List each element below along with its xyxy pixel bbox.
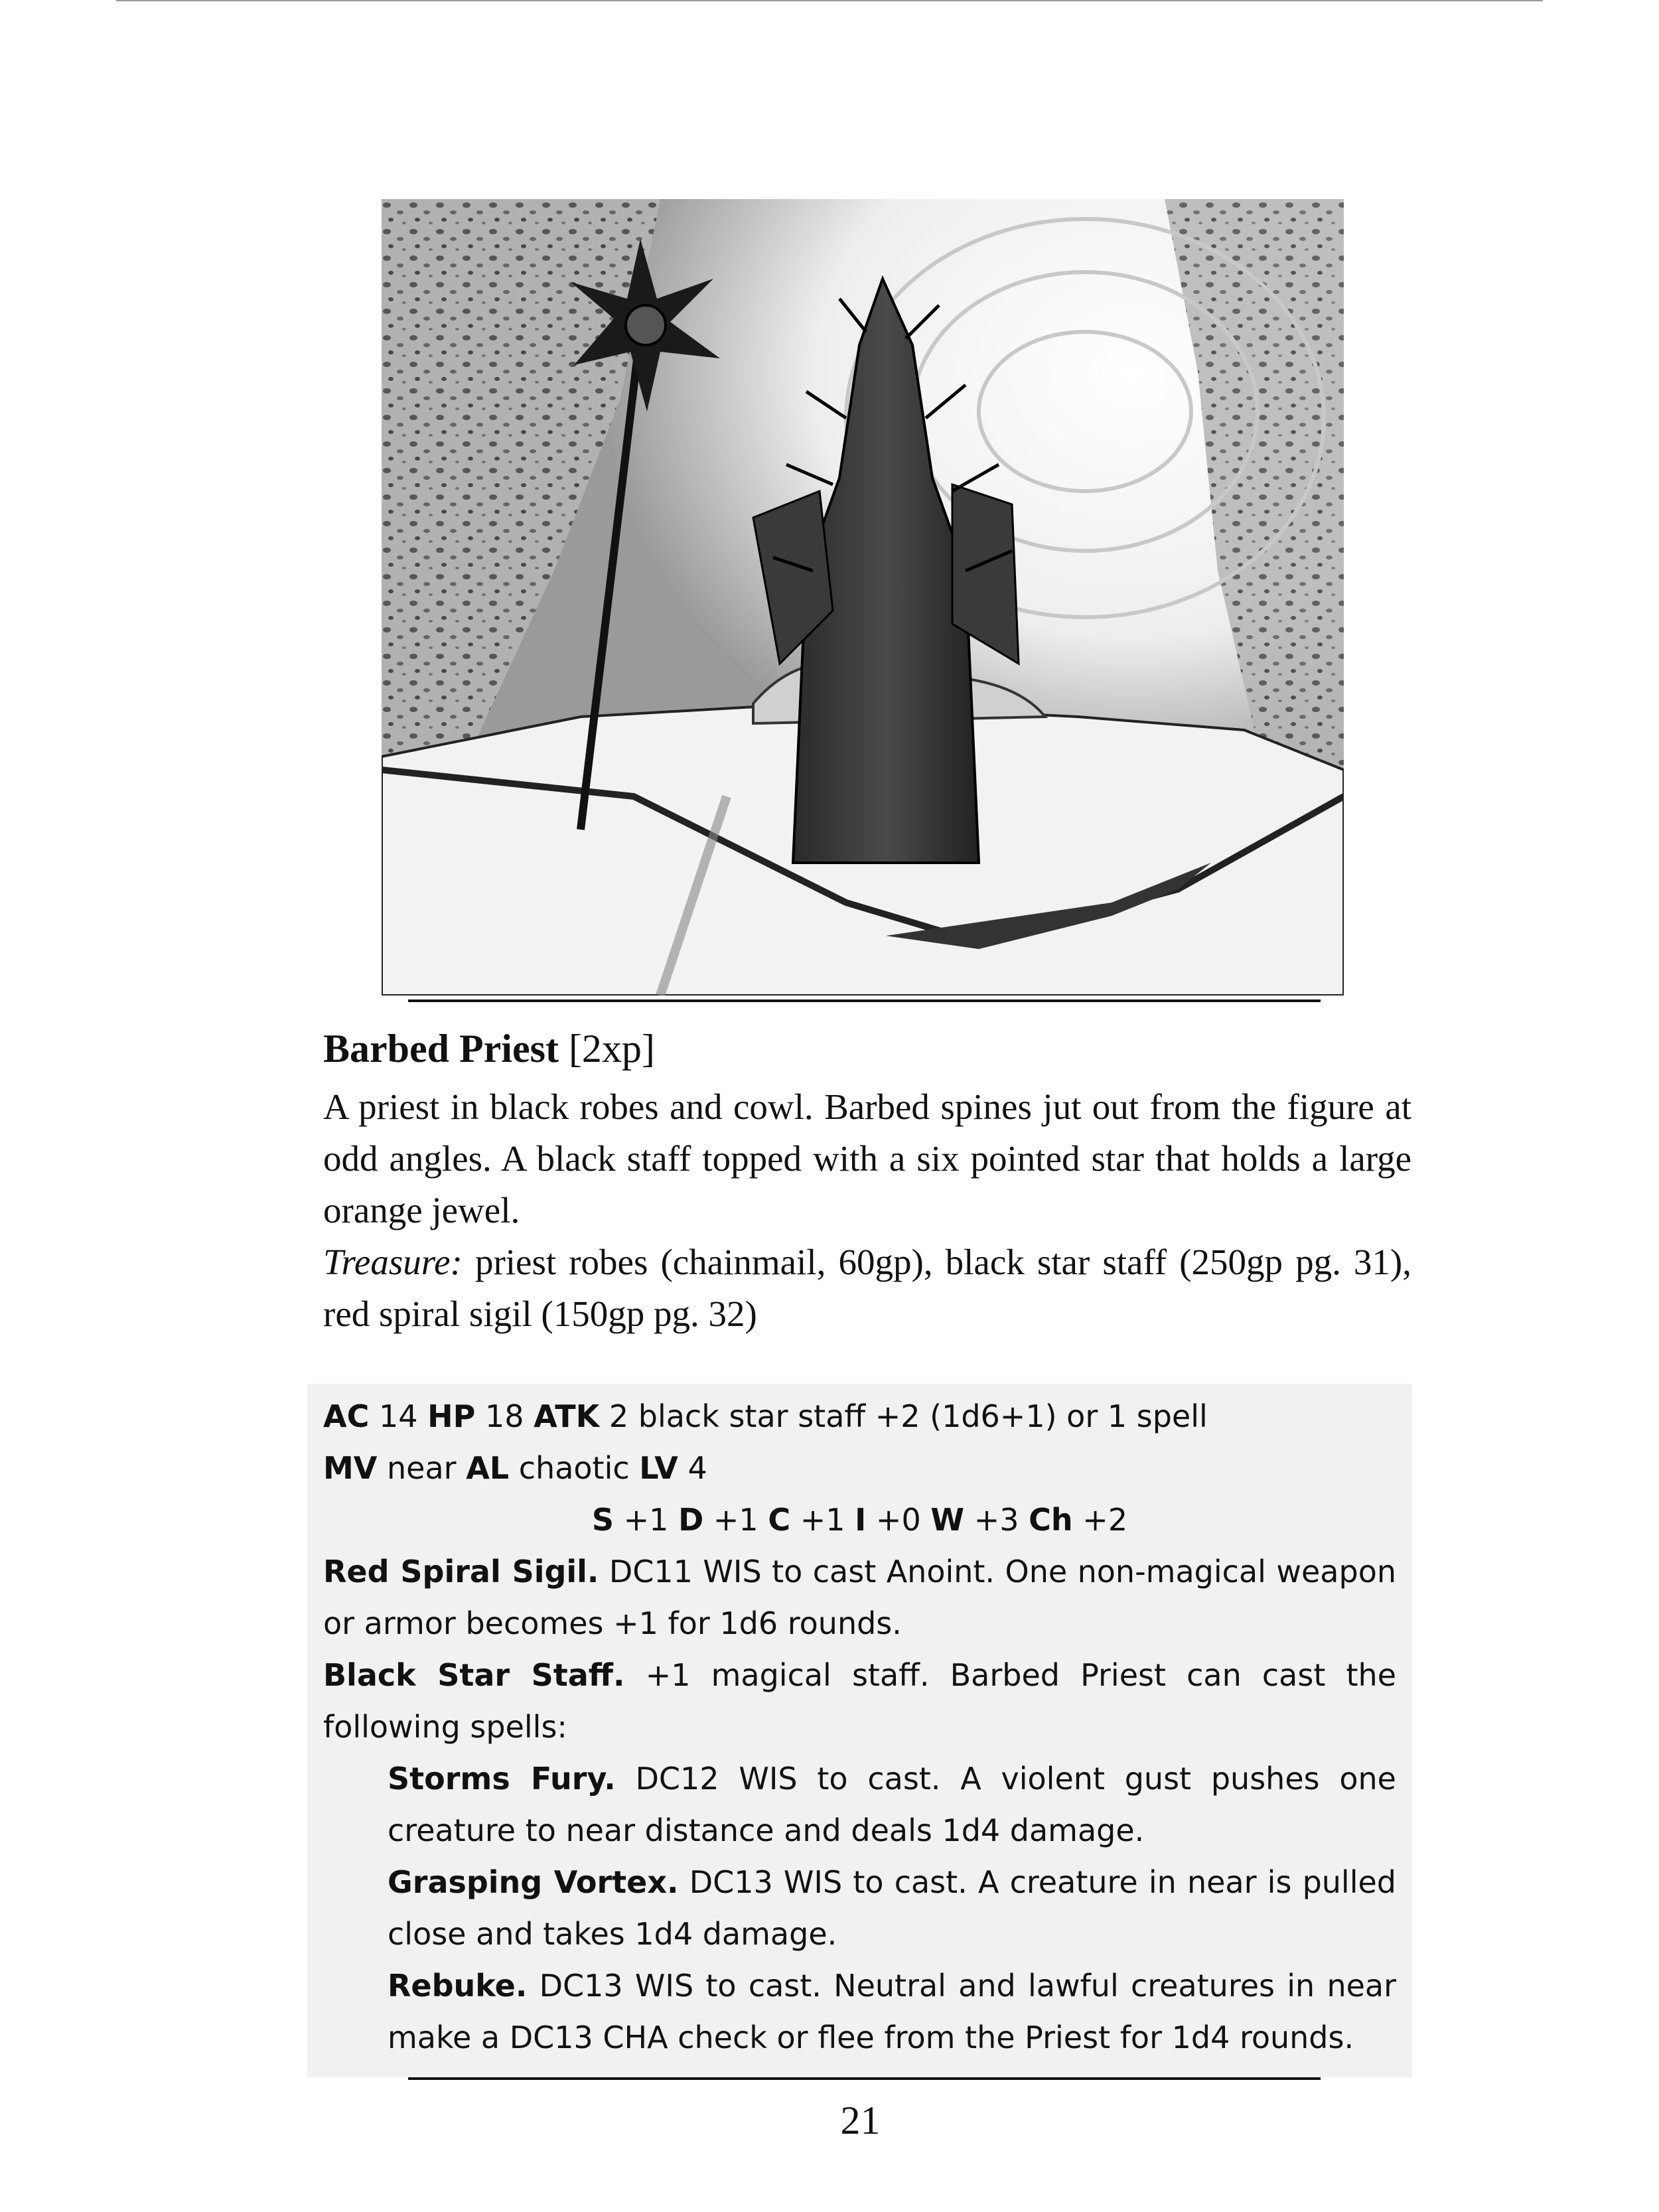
stat-line-combat (323, 1390, 1396, 1442)
feature-red-spiral-sigil (323, 1546, 1396, 1649)
ability-label: D (678, 1502, 704, 1538)
stat-block (307, 1384, 1412, 2077)
atk-value: 2 black star staff +2 (1d6+1) or 1 spell (609, 1398, 1208, 1434)
spell-grasping-vortex (323, 1856, 1396, 1960)
ability-scores (323, 1494, 1396, 1546)
hp-label: HP (427, 1398, 476, 1434)
monster-treasure (323, 1236, 1411, 1340)
lv-value: 4 (687, 1450, 707, 1486)
lv-label: LV (639, 1450, 678, 1486)
monster-description: A priest in black robes and cowl. Barbed spines jut out from the figure at odd angles. A black staff topped with a six pointed star that holds a large orange jewel. (323, 1086, 1411, 1230)
mv-label: MV (323, 1450, 378, 1486)
ability-label: C (768, 1502, 791, 1538)
barbed-priest-illustration (382, 199, 1344, 995)
stat-line-movement (323, 1442, 1396, 1494)
ability-label: Ch (1029, 1502, 1073, 1538)
ability-value: +1 (800, 1502, 845, 1538)
feature-name: Red Spiral Sigil. (323, 1554, 599, 1589)
treasure-text: priest robes (chainmail, 60gp), black star staff (250gp pg. 31), red spiral sigil (150gp pg. 32) (323, 1242, 1412, 1334)
ability-value: +0 (875, 1502, 921, 1538)
spell-text: DC13 WIS to cast. Neutral and lawful creatures in near make a DC13 CHA check or flee from the Priest for 1d4 rounds. (388, 1968, 1396, 2055)
ability-value: +3 (974, 1502, 1019, 1538)
spell-storms-fury (323, 1753, 1396, 1856)
al-value: chaotic (518, 1450, 630, 1486)
monster-title (323, 1019, 1411, 1078)
feature-text: +1 magical staff. Barbed Priest can cast the following spells: (323, 1657, 1396, 1745)
atk-label: ATK (534, 1398, 600, 1434)
section-divider-bottom (408, 2077, 1321, 2080)
ability-value: +2 (1082, 1502, 1128, 1538)
spell-name: Grasping Vortex. (388, 1864, 679, 1900)
page-number: 21 (840, 2099, 881, 2142)
ac-value: 14 (378, 1398, 418, 1434)
feature-black-star-staff (323, 1649, 1396, 1753)
monster-xp: [2xp] (568, 1027, 655, 1070)
top-rule (116, 0, 1543, 1)
spell-text: DC12 WIS to cast. A violent gust pushes one creature to near distance and deals 1d4 damage. (388, 1761, 1396, 1848)
ability-value: +1 (713, 1502, 758, 1538)
feature-name: Black Star Staff. (323, 1657, 625, 1693)
ac-label: AC (323, 1398, 370, 1434)
ability-value: +1 (623, 1502, 669, 1538)
feature-text: DC11 WIS to cast Anoint. One non-magical weapon or armor becomes +1 for 1d6 rounds. (323, 1554, 1396, 1641)
spell-text: DC13 WIS to cast. A creature in near is pulled close and takes 1d4 damage. (388, 1864, 1396, 1952)
spell-name: Storms Fury. (388, 1761, 616, 1797)
ability-label: S (591, 1502, 614, 1538)
hp-value: 18 (485, 1398, 524, 1434)
mv-value: near (387, 1450, 457, 1486)
al-label: AL (466, 1450, 510, 1486)
spell-name: Rebuke. (388, 1968, 528, 2004)
monster-description-block (323, 1019, 1411, 1340)
ability-label: W (930, 1502, 965, 1538)
section-divider-top (408, 999, 1321, 1002)
ability-label: I (855, 1502, 867, 1538)
treasure-label: Treasure: (323, 1242, 463, 1282)
monster-name: Barbed Priest (323, 1027, 559, 1070)
spell-rebuke (323, 1960, 1396, 2063)
